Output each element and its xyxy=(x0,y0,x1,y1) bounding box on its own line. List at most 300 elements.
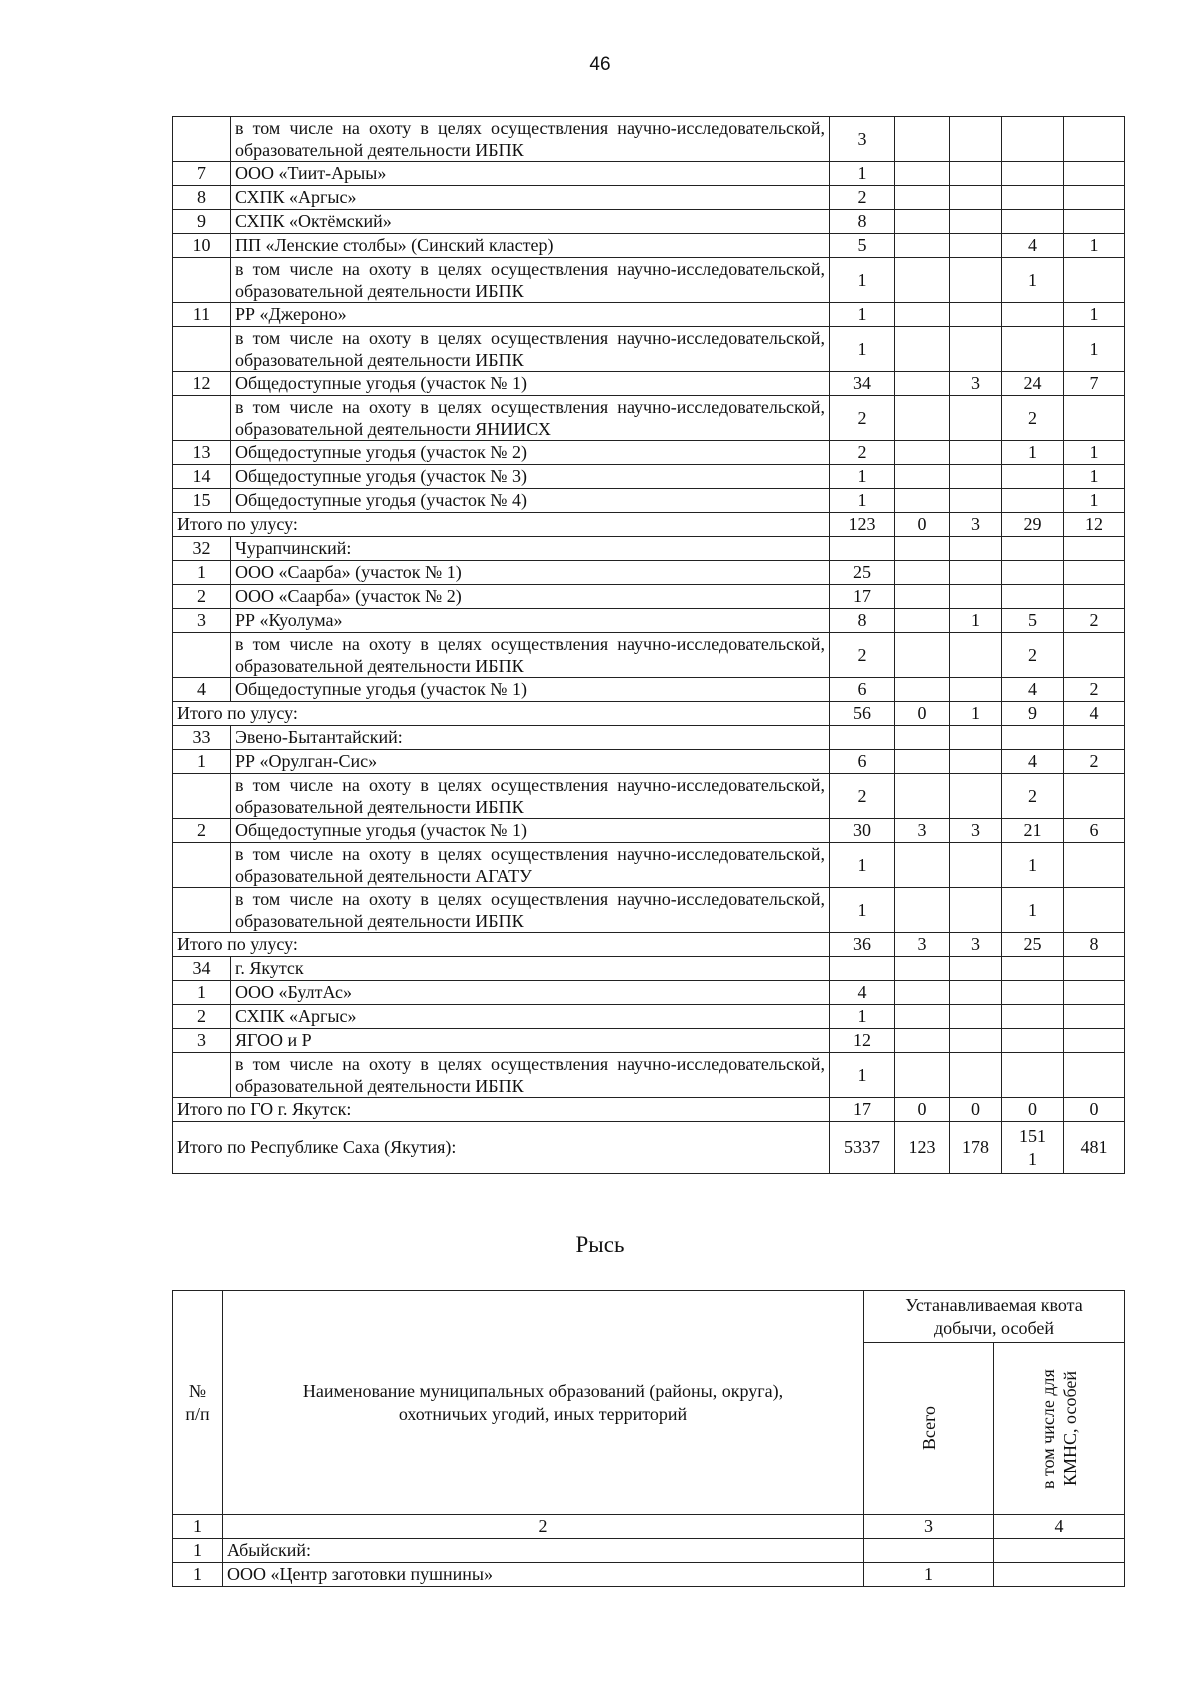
row-number: 11 xyxy=(173,303,231,327)
row-number xyxy=(173,633,231,678)
header-number: № п/п xyxy=(173,1291,223,1515)
row-number: 10 xyxy=(173,234,231,258)
row-name: в том числе на охоту в целях осуществления научно-исследовательской, образовательной деятельности ИБПК xyxy=(231,1053,830,1098)
value-cell-2 xyxy=(895,117,950,162)
row-number xyxy=(173,1053,231,1098)
table-row xyxy=(173,441,1125,465)
table-row xyxy=(173,258,1125,303)
row-name: Абыйский: xyxy=(223,1539,864,1563)
row-name: Общедоступные угодья (участок № 4) xyxy=(231,489,830,513)
value-cell-2 xyxy=(895,774,950,819)
row-name: в том числе на охоту в целях осуществления научно-исследовательской, образовательной деятельности ИБПК xyxy=(231,117,830,162)
value-cell-5 xyxy=(1064,888,1125,933)
value-cell-2: 3 xyxy=(895,819,950,843)
value-cell-2 xyxy=(895,489,950,513)
value-cell-3 xyxy=(950,726,1002,750)
row-number: 3 xyxy=(173,609,231,633)
value-cell-1: 5337 xyxy=(830,1122,895,1174)
value-cell-4: 1 xyxy=(1002,843,1064,888)
value-cell-4 xyxy=(1002,303,1064,327)
table-row xyxy=(173,774,1125,819)
row-name: ООО «Центр заготовки пушнины» xyxy=(223,1563,864,1587)
row-name: Общедоступные угодья (участок № 1) xyxy=(231,819,830,843)
value-cell-2 xyxy=(895,633,950,678)
value-cell-4: 25 xyxy=(1002,933,1064,957)
value-cell-2 xyxy=(895,1029,950,1053)
row-number: 2 xyxy=(173,585,231,609)
row-number: 14 xyxy=(173,465,231,489)
value-cell-2 xyxy=(895,561,950,585)
row-number: 15 xyxy=(173,489,231,513)
value-cell-4 xyxy=(1002,585,1064,609)
row-total: 1 xyxy=(864,1563,994,1587)
value-cell-4: 2 xyxy=(1002,396,1064,441)
table-row xyxy=(173,678,1125,702)
value-cell-3 xyxy=(950,981,1002,1005)
value-cell-1: 1 xyxy=(830,888,895,933)
value-cell-3 xyxy=(950,750,1002,774)
value-cell-2: 0 xyxy=(895,1098,950,1122)
value-cell-3 xyxy=(950,441,1002,465)
value-cell-3 xyxy=(950,633,1002,678)
value-cell-5: 12 xyxy=(1064,513,1125,537)
value-cell-1: 1 xyxy=(830,327,895,372)
value-cell-5 xyxy=(1064,843,1125,888)
value-cell-5: 1 xyxy=(1064,327,1125,372)
value-cell-1: 1 xyxy=(830,1053,895,1098)
value-cell-2 xyxy=(895,303,950,327)
row-number: 1 xyxy=(173,981,231,1005)
row-name: Общедоступные угодья (участок № 3) xyxy=(231,465,830,489)
value-cell-3 xyxy=(950,1053,1002,1098)
header-kmns xyxy=(994,1343,1125,1515)
table-row xyxy=(173,186,1125,210)
value-cell-2 xyxy=(895,210,950,234)
value-cell-3: 3 xyxy=(950,819,1002,843)
value-cell-1: 8 xyxy=(830,210,895,234)
row-number xyxy=(173,843,231,888)
row-number xyxy=(173,888,231,933)
value-cell-2 xyxy=(895,327,950,372)
total-row xyxy=(173,933,1125,957)
value-cell-1: 1 xyxy=(830,465,895,489)
value-cell-3 xyxy=(950,489,1002,513)
value-cell-4: 1 xyxy=(1002,888,1064,933)
value-cell-3 xyxy=(950,537,1002,561)
row-name: ООО «БултАс» xyxy=(231,981,830,1005)
value-cell-1: 3 xyxy=(830,117,895,162)
value-cell-4 xyxy=(1002,489,1064,513)
value-cell-2 xyxy=(895,678,950,702)
value-cell-2 xyxy=(895,957,950,981)
row-number: 8 xyxy=(173,186,231,210)
row-number: 32 xyxy=(173,537,231,561)
table-row xyxy=(173,981,1125,1005)
value-cell-1: 56 xyxy=(830,702,895,726)
row-name: в том числе на охоту в целях осуществления научно-исследовательской, образовательной деятельности ИБПК xyxy=(231,774,830,819)
table-row xyxy=(173,1029,1125,1053)
value-cell-2 xyxy=(895,258,950,303)
value-cell-3: 0 xyxy=(950,1098,1002,1122)
value-cell-5: 4 xyxy=(1064,702,1125,726)
table-row xyxy=(173,561,1125,585)
row-number: 7 xyxy=(173,162,231,186)
table-row xyxy=(173,465,1125,489)
row-name: РР «Орулган-Сис» xyxy=(231,750,830,774)
value-cell-4: 1 xyxy=(1002,441,1064,465)
value-cell-2: 123 xyxy=(895,1122,950,1174)
row-name: в том числе на охоту в целях осуществления научно-исследовательской, образовательной деятельности ИБПК xyxy=(231,888,830,933)
value-cell-4: 5 xyxy=(1002,609,1064,633)
row-name: Общедоступные угодья (участок № 1) xyxy=(231,372,830,396)
row-number: 13 xyxy=(173,441,231,465)
row-number: 1 xyxy=(173,1563,223,1587)
table-row xyxy=(173,750,1125,774)
value-cell-1: 1 xyxy=(830,303,895,327)
index-cell: 1 xyxy=(173,1515,223,1539)
value-cell-3: 3 xyxy=(950,513,1002,537)
value-cell-3: 1 xyxy=(950,609,1002,633)
value-cell-3 xyxy=(950,186,1002,210)
value-cell-5 xyxy=(1064,774,1125,819)
value-cell-1: 1 xyxy=(830,258,895,303)
row-name: Общедоступные угодья (участок № 1) xyxy=(231,678,830,702)
value-cell-1: 8 xyxy=(830,609,895,633)
value-cell-2 xyxy=(895,162,950,186)
value-cell-5: 1 xyxy=(1064,441,1125,465)
row-name: в том числе на охоту в целях осуществления научно-исследовательской, образовательной деятельности ЯНИИСХ xyxy=(231,396,830,441)
value-cell-5 xyxy=(1064,585,1125,609)
value-cell-2 xyxy=(895,441,950,465)
table-row xyxy=(173,234,1125,258)
value-cell-5: 0 xyxy=(1064,1098,1125,1122)
value-cell-1: 17 xyxy=(830,1098,895,1122)
row-number: 4 xyxy=(173,678,231,702)
total-row xyxy=(173,702,1125,726)
table-row xyxy=(173,396,1125,441)
table-row xyxy=(173,372,1125,396)
value-cell-4: 2 xyxy=(1002,633,1064,678)
row-number xyxy=(173,774,231,819)
total-label: Итого по улусу: xyxy=(173,513,830,537)
row-number xyxy=(173,117,231,162)
value-cell-5 xyxy=(1064,537,1125,561)
value-cell-4 xyxy=(1002,1053,1064,1098)
row-kmns xyxy=(994,1563,1125,1587)
value-cell-5: 481 xyxy=(1064,1122,1125,1174)
table-row xyxy=(173,888,1125,933)
value-cell-3 xyxy=(950,396,1002,441)
table-row xyxy=(173,117,1125,162)
value-cell-4: 4 xyxy=(1002,750,1064,774)
value-cell-2: 3 xyxy=(895,933,950,957)
value-cell-3 xyxy=(950,957,1002,981)
value-cell-1: 2 xyxy=(830,186,895,210)
value-cell-1: 17 xyxy=(830,585,895,609)
value-cell-1 xyxy=(830,726,895,750)
value-cell-2 xyxy=(895,396,950,441)
header-kmns-label: в том числе для КМНС, особей xyxy=(1038,1368,1080,1489)
value-cell-1: 30 xyxy=(830,819,895,843)
value-cell-5: 7 xyxy=(1064,372,1125,396)
value-cell-5 xyxy=(1064,258,1125,303)
value-cell-1: 2 xyxy=(830,396,895,441)
row-name: Общедоступные угодья (участок № 2) xyxy=(231,441,830,465)
row-number: 34 xyxy=(173,957,231,981)
value-cell-3 xyxy=(950,1029,1002,1053)
value-cell-4 xyxy=(1002,1029,1064,1053)
value-cell-5 xyxy=(1064,210,1125,234)
table-row xyxy=(173,819,1125,843)
value-cell-1: 34 xyxy=(830,372,895,396)
value-cell-3 xyxy=(950,234,1002,258)
row-number: 1 xyxy=(173,561,231,585)
header-name: Наименование муниципальных образований (районы, округа), охотничьих угодий, иных территорий xyxy=(223,1291,864,1515)
total-label: Итого по Республике Саха (Якутия): xyxy=(173,1122,830,1174)
value-cell-2 xyxy=(895,186,950,210)
value-cell-3 xyxy=(950,888,1002,933)
row-number: 12 xyxy=(173,372,231,396)
value-cell-1: 36 xyxy=(830,933,895,957)
value-cell-5 xyxy=(1064,981,1125,1005)
row-number: 2 xyxy=(173,819,231,843)
value-cell-3 xyxy=(950,327,1002,372)
row-name: ООО «Тиит-Арыы» xyxy=(231,162,830,186)
value-cell-4 xyxy=(1002,981,1064,1005)
value-cell-1: 1 xyxy=(830,162,895,186)
table-row xyxy=(173,327,1125,372)
value-cell-1: 6 xyxy=(830,750,895,774)
value-cell-2 xyxy=(895,843,950,888)
row-name: в том числе на охоту в целях осуществления научно-исследовательской, образовательной деятельности ИБПК xyxy=(231,327,830,372)
row-name: РР «Джероно» xyxy=(231,303,830,327)
value-cell-3: 3 xyxy=(950,372,1002,396)
row-name: ЯГОО и Р xyxy=(231,1029,830,1053)
value-cell-2 xyxy=(895,1005,950,1029)
value-cell-1: 5 xyxy=(830,234,895,258)
value-cell-3 xyxy=(950,561,1002,585)
total-row xyxy=(173,1122,1125,1174)
row-number xyxy=(173,327,231,372)
table-row xyxy=(173,585,1125,609)
row-name: ООО «Саарба» (участок № 2) xyxy=(231,585,830,609)
value-cell-5 xyxy=(1064,561,1125,585)
index-cell: 2 xyxy=(223,1515,864,1539)
value-cell-5: 1 xyxy=(1064,489,1125,513)
table-row xyxy=(173,1563,1125,1587)
row-name: СХПК «Аргыс» xyxy=(231,1005,830,1029)
value-cell-4: 0 xyxy=(1002,1098,1064,1122)
value-cell-3 xyxy=(950,465,1002,489)
value-cell-2 xyxy=(895,981,950,1005)
row-name: в том числе на охоту в целях осуществления научно-исследовательской, образовательной деятельности ИБПК xyxy=(231,633,830,678)
row-name: в том числе на охоту в целях осуществления научно-исследовательской, образовательной деятельности ИБПК xyxy=(231,258,830,303)
value-cell-5: 1 xyxy=(1064,234,1125,258)
value-cell-4 xyxy=(1002,1005,1064,1029)
table-row xyxy=(173,537,1125,561)
header-quota: Устанавливаемая квота добычи, особей xyxy=(864,1291,1125,1343)
total-label: Итого по улусу: xyxy=(173,702,830,726)
value-cell-2 xyxy=(895,537,950,561)
value-cell-1: 2 xyxy=(830,441,895,465)
value-cell-5: 2 xyxy=(1064,678,1125,702)
value-cell-3 xyxy=(950,774,1002,819)
value-cell-1: 2 xyxy=(830,633,895,678)
header-total xyxy=(864,1343,994,1515)
total-row xyxy=(173,1098,1125,1122)
row-name: Чурапчинский: xyxy=(231,537,830,561)
row-name: СХПК «Октёмский» xyxy=(231,210,830,234)
value-cell-4 xyxy=(1002,117,1064,162)
row-number: 2 xyxy=(173,1005,231,1029)
table-row xyxy=(173,162,1125,186)
row-number xyxy=(173,396,231,441)
value-cell-5 xyxy=(1064,1005,1125,1029)
value-cell-3 xyxy=(950,117,1002,162)
row-name: РР «Куолума» xyxy=(231,609,830,633)
row-name: Эвено-Бытантайский: xyxy=(231,726,830,750)
value-cell-5 xyxy=(1064,1029,1125,1053)
row-name: в том числе на охоту в целях осуществления научно-исследовательской, образовательной деятельности АГАТУ xyxy=(231,843,830,888)
value-cell-5 xyxy=(1064,957,1125,981)
value-cell-1 xyxy=(830,957,895,981)
value-cell-4: 9 xyxy=(1002,702,1064,726)
section-title: Рысь xyxy=(575,1232,625,1257)
value-cell-1: 1 xyxy=(830,1005,895,1029)
row-name: ООО «Саарба» (участок № 1) xyxy=(231,561,830,585)
value-cell-1 xyxy=(830,537,895,561)
value-cell-4 xyxy=(1002,186,1064,210)
value-cell-1: 123 xyxy=(830,513,895,537)
table-row xyxy=(173,609,1125,633)
value-cell-3: 1 xyxy=(950,702,1002,726)
value-cell-5 xyxy=(1064,117,1125,162)
lynx-quota-table xyxy=(172,1290,1125,1587)
value-cell-4: 2 xyxy=(1002,774,1064,819)
value-cell-5: 8 xyxy=(1064,933,1125,957)
row-total xyxy=(864,1539,994,1563)
value-cell-4: 24 xyxy=(1002,372,1064,396)
row-name: СХПК «Аргыс» xyxy=(231,186,830,210)
row-name: ПП «Ленские столбы» (Синский кластер) xyxy=(231,234,830,258)
value-cell-5 xyxy=(1064,633,1125,678)
value-cell-3 xyxy=(950,258,1002,303)
value-cell-4 xyxy=(1002,957,1064,981)
value-cell-5 xyxy=(1064,162,1125,186)
value-cell-4 xyxy=(1002,726,1064,750)
table-row xyxy=(173,1539,1125,1563)
value-cell-1: 6 xyxy=(830,678,895,702)
value-cell-1: 1 xyxy=(830,843,895,888)
row-name: г. Якутск xyxy=(231,957,830,981)
value-cell-2 xyxy=(895,465,950,489)
table-row xyxy=(173,303,1125,327)
index-cell: 4 xyxy=(994,1515,1125,1539)
value-cell-5 xyxy=(1064,1053,1125,1098)
value-cell-4: 151 1 xyxy=(1002,1122,1064,1174)
index-cell: 3 xyxy=(864,1515,994,1539)
total-label: Итого по ГО г. Якутск: xyxy=(173,1098,830,1122)
total-label: Итого по улусу: xyxy=(173,933,830,957)
value-cell-3 xyxy=(950,210,1002,234)
value-cell-1: 2 xyxy=(830,774,895,819)
value-cell-4 xyxy=(1002,465,1064,489)
value-cell-2: 0 xyxy=(895,702,950,726)
value-cell-2: 0 xyxy=(895,513,950,537)
value-cell-3 xyxy=(950,303,1002,327)
row-number: 9 xyxy=(173,210,231,234)
value-cell-4: 1 xyxy=(1002,258,1064,303)
header-total-label: Всего xyxy=(918,1406,939,1451)
row-number: 1 xyxy=(173,750,231,774)
value-cell-3 xyxy=(950,843,1002,888)
value-cell-4 xyxy=(1002,210,1064,234)
table-row xyxy=(173,1005,1125,1029)
value-cell-1: 4 xyxy=(830,981,895,1005)
value-cell-2 xyxy=(895,234,950,258)
row-number: 33 xyxy=(173,726,231,750)
value-cell-5 xyxy=(1064,186,1125,210)
value-cell-2 xyxy=(895,1053,950,1098)
value-cell-5: 1 xyxy=(1064,303,1125,327)
total-row xyxy=(173,513,1125,537)
value-cell-3 xyxy=(950,678,1002,702)
harvest-quota-table xyxy=(172,116,1125,1174)
value-cell-3 xyxy=(950,585,1002,609)
value-cell-1: 1 xyxy=(830,489,895,513)
value-cell-4: 4 xyxy=(1002,234,1064,258)
value-cell-2 xyxy=(895,585,950,609)
row-kmns xyxy=(994,1539,1125,1563)
value-cell-1: 12 xyxy=(830,1029,895,1053)
value-cell-5: 2 xyxy=(1064,609,1125,633)
value-cell-1: 25 xyxy=(830,561,895,585)
table-row xyxy=(173,957,1125,981)
value-cell-4: 4 xyxy=(1002,678,1064,702)
table-row xyxy=(173,489,1125,513)
value-cell-2 xyxy=(895,609,950,633)
value-cell-4 xyxy=(1002,537,1064,561)
table-row xyxy=(173,726,1125,750)
value-cell-4 xyxy=(1002,162,1064,186)
column-index-row xyxy=(173,1515,1125,1539)
value-cell-3: 178 xyxy=(950,1122,1002,1174)
row-number: 1 xyxy=(173,1539,223,1563)
value-cell-5 xyxy=(1064,396,1125,441)
value-cell-3 xyxy=(950,162,1002,186)
value-cell-2 xyxy=(895,750,950,774)
value-cell-2 xyxy=(895,726,950,750)
value-cell-4: 21 xyxy=(1002,819,1064,843)
table-row xyxy=(173,210,1125,234)
value-cell-4 xyxy=(1002,327,1064,372)
table-row xyxy=(173,1053,1125,1098)
row-number xyxy=(173,258,231,303)
table-row xyxy=(173,843,1125,888)
value-cell-4: 29 xyxy=(1002,513,1064,537)
value-cell-4 xyxy=(1002,561,1064,585)
value-cell-2 xyxy=(895,372,950,396)
value-cell-3 xyxy=(950,1005,1002,1029)
value-cell-3: 3 xyxy=(950,933,1002,957)
page-number: 46 xyxy=(589,54,611,75)
row-number: 3 xyxy=(173,1029,231,1053)
value-cell-2 xyxy=(895,888,950,933)
value-cell-5 xyxy=(1064,726,1125,750)
value-cell-5: 1 xyxy=(1064,465,1125,489)
table-row xyxy=(173,633,1125,678)
value-cell-5: 6 xyxy=(1064,819,1125,843)
